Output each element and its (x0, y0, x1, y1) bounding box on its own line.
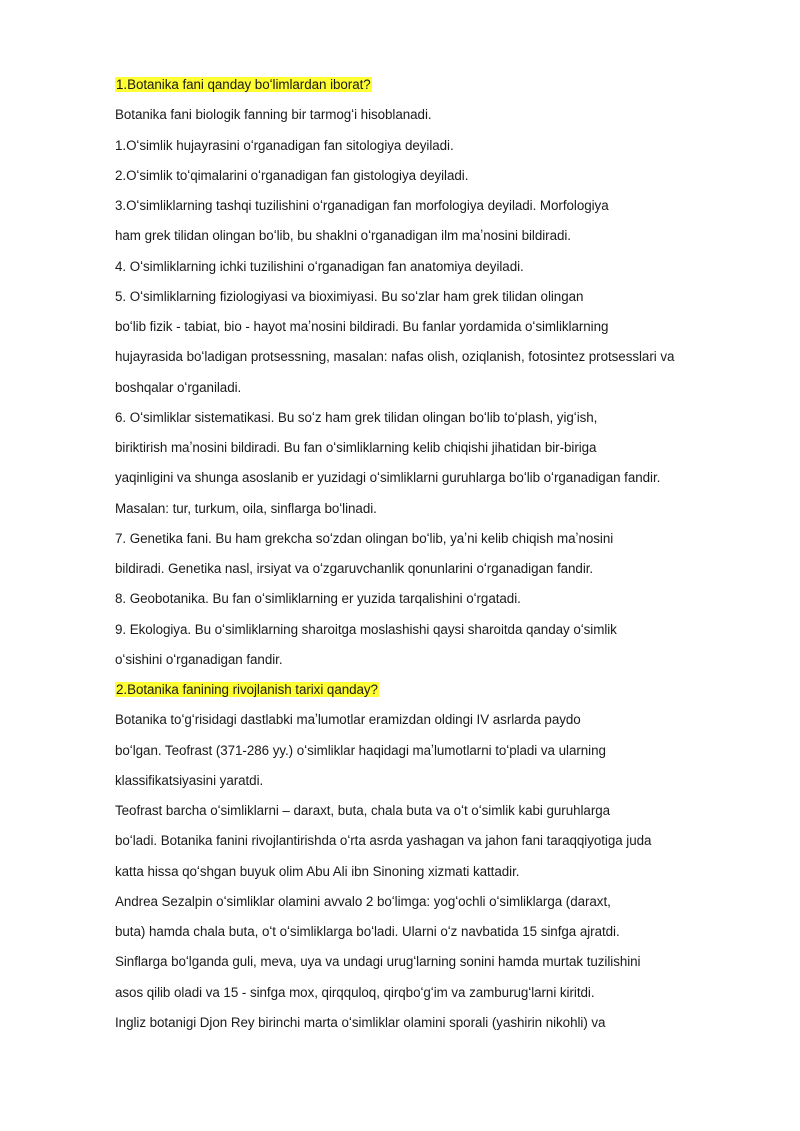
text-line (115, 1014, 605, 1031)
text-line (115, 772, 263, 789)
line-text: 4. Oʻsimliklarning ichki tuzilishini oʻrganadigan fan anatomiya deyiladi. (115, 258, 524, 274)
text-line (115, 923, 620, 940)
highlighted-heading-text: 2.Botanika fanining rivojlanish tarixi qanday? (116, 682, 378, 697)
text-line (115, 439, 596, 456)
line-text: Masalan: tur, turkum, oila, sinflarga boʻlinadi. (115, 500, 377, 516)
section-heading (115, 681, 379, 698)
text-line (115, 167, 468, 184)
text-line (115, 590, 521, 607)
line-text: boʻlgan. Teofrast (371-286 yy.) oʻsimliklar haqidagi maʼlumotlarni toʻpladi va ularning (115, 742, 606, 758)
line-text: buta) hamda chala buta, oʻt oʻsimliklarga boʻladi. Ularni oʻz navbatida 15 sinfga ajratdi. (115, 924, 620, 939)
line-text: Andrea Sezalpin oʻsimliklar olamini avvalo 2 boʻlimga: yogʻochli oʻsimliklarga (daraxt, (115, 893, 611, 909)
text-line (115, 500, 377, 517)
line-text: ham grek tilidan olingan boʻlib, bu shaklni oʻrganadigan ilm maʼnosini bildiradi. (115, 228, 571, 244)
line-text: boʻladi. Botanika fanini rivojlantirishda oʻrta asrda yashagan va jahon fani taraqqiyotiga juda (115, 833, 652, 849)
line-text: yaqinligini va shunga asoslanib er yuzidagi oʻsimliklarni guruhlarga boʻlib oʻrganadigan fandir. (115, 470, 661, 486)
text-line (115, 863, 519, 880)
text-line (115, 469, 660, 486)
text-line (115, 197, 609, 214)
line-text: 8. Geobotanika. Bu fan oʻsimliklarning er yuzida tarqalishini oʻrgatadi. (115, 591, 521, 607)
text-line (115, 953, 640, 970)
line-text: Botanika fani biologik fanning bir tarmogʻi hisoblanadi. (115, 107, 432, 123)
section-heading (115, 76, 372, 93)
text-line (115, 288, 583, 305)
text-line (115, 227, 571, 244)
line-text: boʻlib fizik - tabiat, bio - hayot maʼnosini bildiradi. Bu fanlar yordamida oʻsimliklarning (115, 319, 609, 334)
text-line (115, 711, 581, 728)
text-line (115, 379, 241, 396)
line-text: hujayrasida boʻladigan protsessning, masalan: nafas olish, oziqlanish, fotosintez protsesslari va (115, 349, 675, 365)
line-text: katta hissa qoʻshgan buyuk olim Abu Ali ibn Sinoning xizmati kattadir. (115, 863, 520, 879)
line-text: boshqalar oʻrganiladi. (115, 379, 242, 395)
line-text: 2.Oʻsimlik toʻqimalarini oʻrganadigan fan gistologiya deyiladi. (115, 167, 469, 183)
text-line (115, 530, 613, 547)
text-line (115, 348, 674, 365)
line-text: Teofrast barcha oʻsimliklarni – daraxt, buta, chala buta va oʻt oʻsimlik kabi guruhlarga (115, 803, 611, 818)
text-line (115, 802, 610, 819)
highlighted-heading-text: 1.Botanika fani qanday boʻlimlardan iborat? (116, 77, 371, 92)
line-text: bildiradi. Genetika nasl, irsiyat va oʻzgaruvchanlik qonunlarini oʻrganadigan fandir. (115, 561, 594, 576)
line-text: Ingliz botanigi Djon Rey birinchi marta oʻsimliklar olamini sporali (yashirin nikohli) va (115, 1014, 606, 1030)
line-text: 6. Oʻsimliklar sistematikasi. Bu soʻz ham grek tilidan olingan boʻlib toʻplash, yigʻish, (115, 409, 598, 425)
text-line (115, 984, 594, 1001)
line-text: asos qilib oladi va 15 - sinfga mox, qirqquloq, qirqboʻgʻim va zamburugʻlarni kiritdi. (115, 984, 595, 1000)
line-text: biriktirish maʼnosini bildiradi. Bu fan oʻsimliklarning kelib chiqishi jihatidan bir-biriga (115, 440, 597, 455)
text-line (115, 106, 432, 123)
text-line (115, 137, 454, 154)
line-text: Sinflarga boʻlganda guli, meva, uya va undagi urugʻlarning sonini hamda murtak tuzilishini (115, 954, 641, 970)
line-text: 7. Genetika fani. Bu ham grekcha soʻzdan olingan boʻlib, yaʼni kelib chiqish maʼnosini (115, 530, 614, 546)
text-line (115, 893, 611, 910)
line-text: 3.Oʻsimliklarning tashqi tuzilishini oʻrganadigan fan morfologiya deyiladi. Morfologiya (115, 198, 609, 213)
line-text: 9. Ekologiya. Bu oʻsimliklarning sharoitga moslashishi qaysi sharoitda qanday oʻsimlik (115, 621, 617, 637)
text-line (115, 409, 597, 426)
line-text: 1.Oʻsimlik hujayrasini oʻrganadigan fan sitologiya deyiladi. (115, 137, 454, 153)
text-line (115, 318, 608, 335)
text-line (115, 832, 651, 849)
text-line (115, 742, 606, 759)
text-line (115, 258, 524, 275)
line-text: Botanika toʻgʻrisidagi dastlabki maʼlumotlar eramizdan oldingi IV asrlarda paydo (115, 712, 581, 728)
line-text: oʻsishini oʻrganadigan fandir. (115, 651, 283, 667)
line-text: klassifikatsiyasini yaratdi. (115, 772, 264, 788)
line-text: 5. Oʻsimliklarning fiziologiyasi va bioximiyasi. Bu soʻzlar ham grek tilidan olingan (115, 288, 584, 304)
text-line (115, 621, 617, 638)
text-line (115, 651, 283, 668)
text-line (115, 560, 593, 577)
